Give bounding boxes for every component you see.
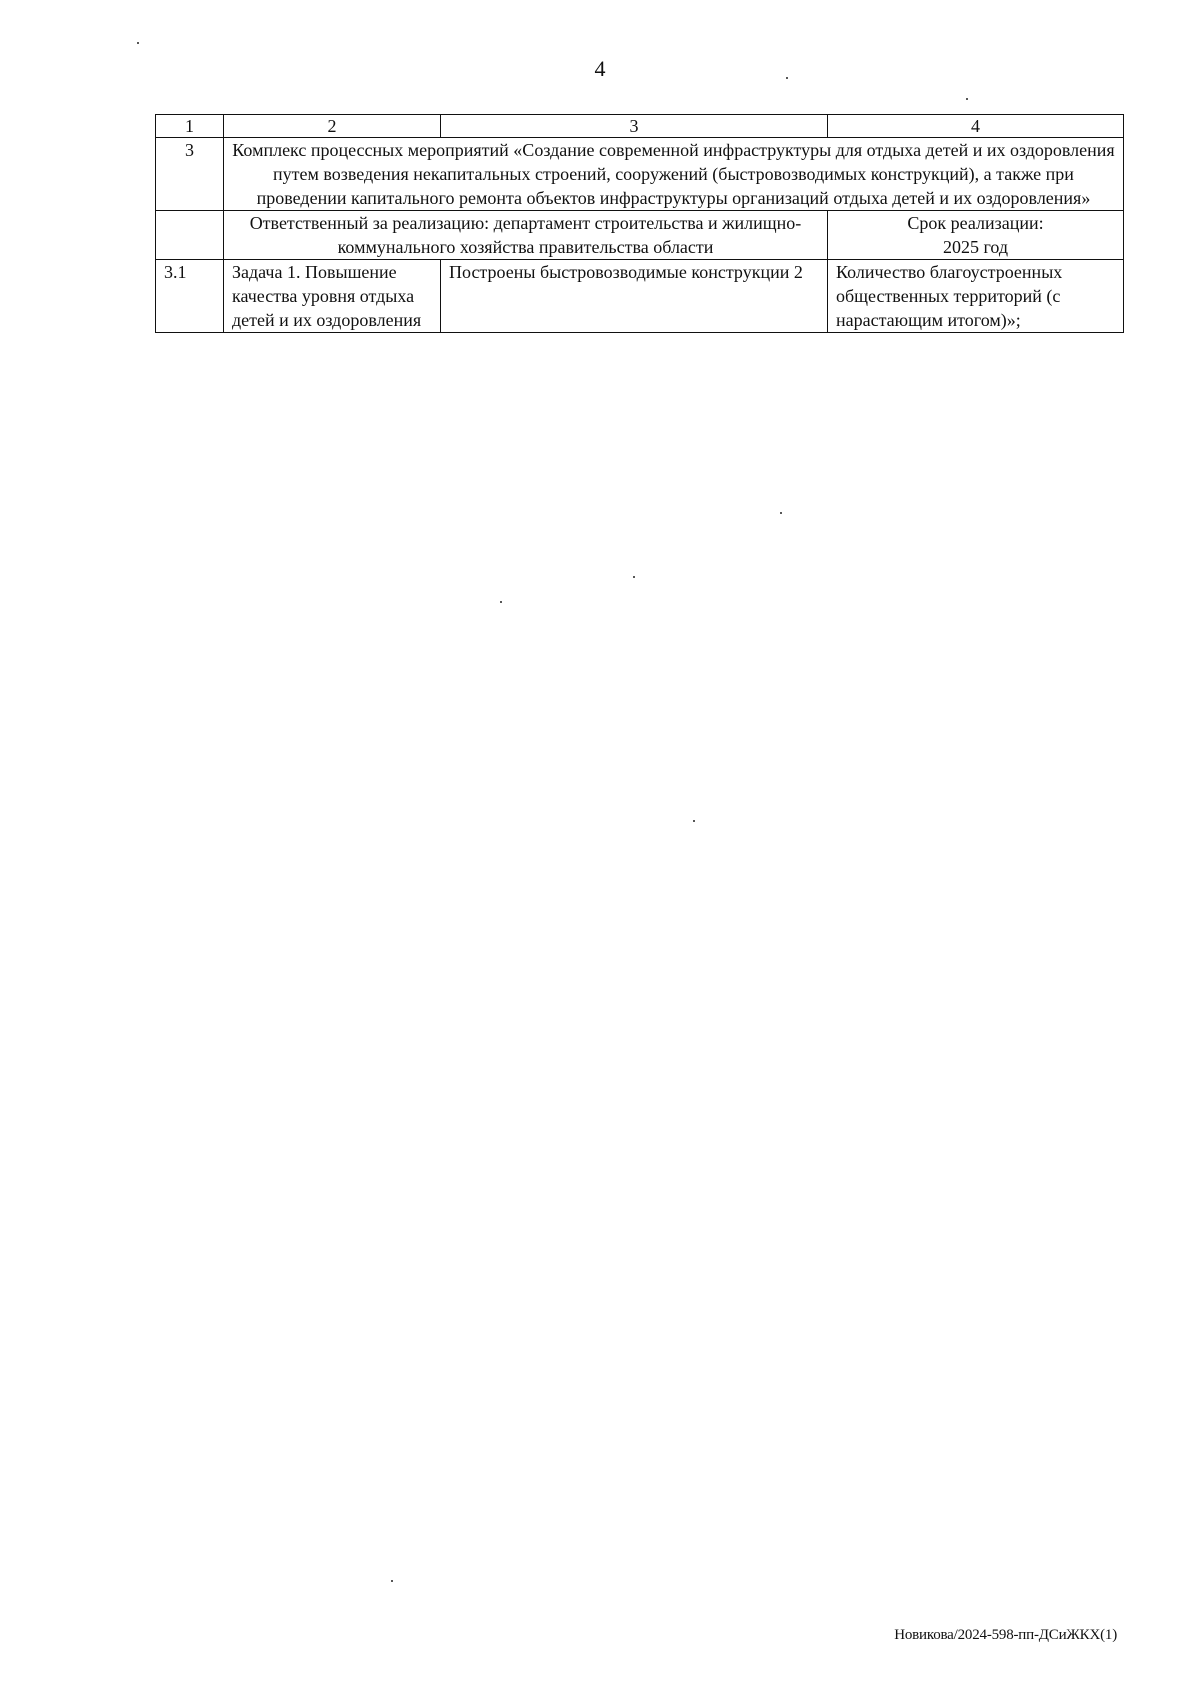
task-number: 3.1 bbox=[156, 260, 224, 333]
scan-speck bbox=[693, 820, 695, 822]
term-cell bbox=[828, 211, 1124, 260]
scan-speck bbox=[391, 1580, 393, 1582]
measures-table bbox=[155, 114, 1124, 333]
section-title: Комплекс процессных мероприятий «Создание современной инфраструктуры для отдыха детей и их оздоровления путем возведения некапитальных строений, сооружений (быстровозводимых конструкций), а также при проведении капитального ремонта объектов инфраструктуры организаций отдыха детей и их оздоровления» bbox=[224, 138, 1124, 211]
column-number-2: 2 bbox=[224, 115, 441, 138]
scan-speck bbox=[500, 601, 502, 603]
task-text: Задача 1. Повышение качества уровня отдыха детей и их оздоровления bbox=[224, 260, 441, 333]
scan-speck bbox=[633, 576, 635, 578]
term-value: 2025 год bbox=[942, 237, 1009, 257]
empty-cell bbox=[156, 211, 224, 260]
section-number: 3 bbox=[156, 138, 224, 211]
section-row bbox=[156, 138, 1124, 211]
term-label: Срок реализации: bbox=[907, 213, 1044, 233]
column-number-3: 3 bbox=[441, 115, 828, 138]
responsible-text: Ответственный за реализацию: департамент строительства и жилищно-коммунального хозяйства правительства области bbox=[224, 211, 828, 260]
scan-speck bbox=[780, 512, 782, 514]
scan-speck bbox=[137, 42, 139, 44]
column-number-1: 1 bbox=[156, 115, 224, 138]
table-header-row bbox=[156, 115, 1124, 138]
task-row bbox=[156, 260, 1124, 333]
document-code: Новикова/2024-598-пп-ДСиЖКХ(1) bbox=[894, 1627, 1117, 1643]
result-text: Построены быстровозводимые конструкции 2 bbox=[441, 260, 828, 333]
column-number-4: 4 bbox=[828, 115, 1124, 138]
page-number: 4 bbox=[594, 56, 606, 81]
indicator-text: Количество благоустроенных общественных территорий (с нарастающим итогом)»; bbox=[828, 260, 1124, 333]
responsible-row bbox=[156, 211, 1124, 260]
scan-speck bbox=[966, 98, 968, 100]
